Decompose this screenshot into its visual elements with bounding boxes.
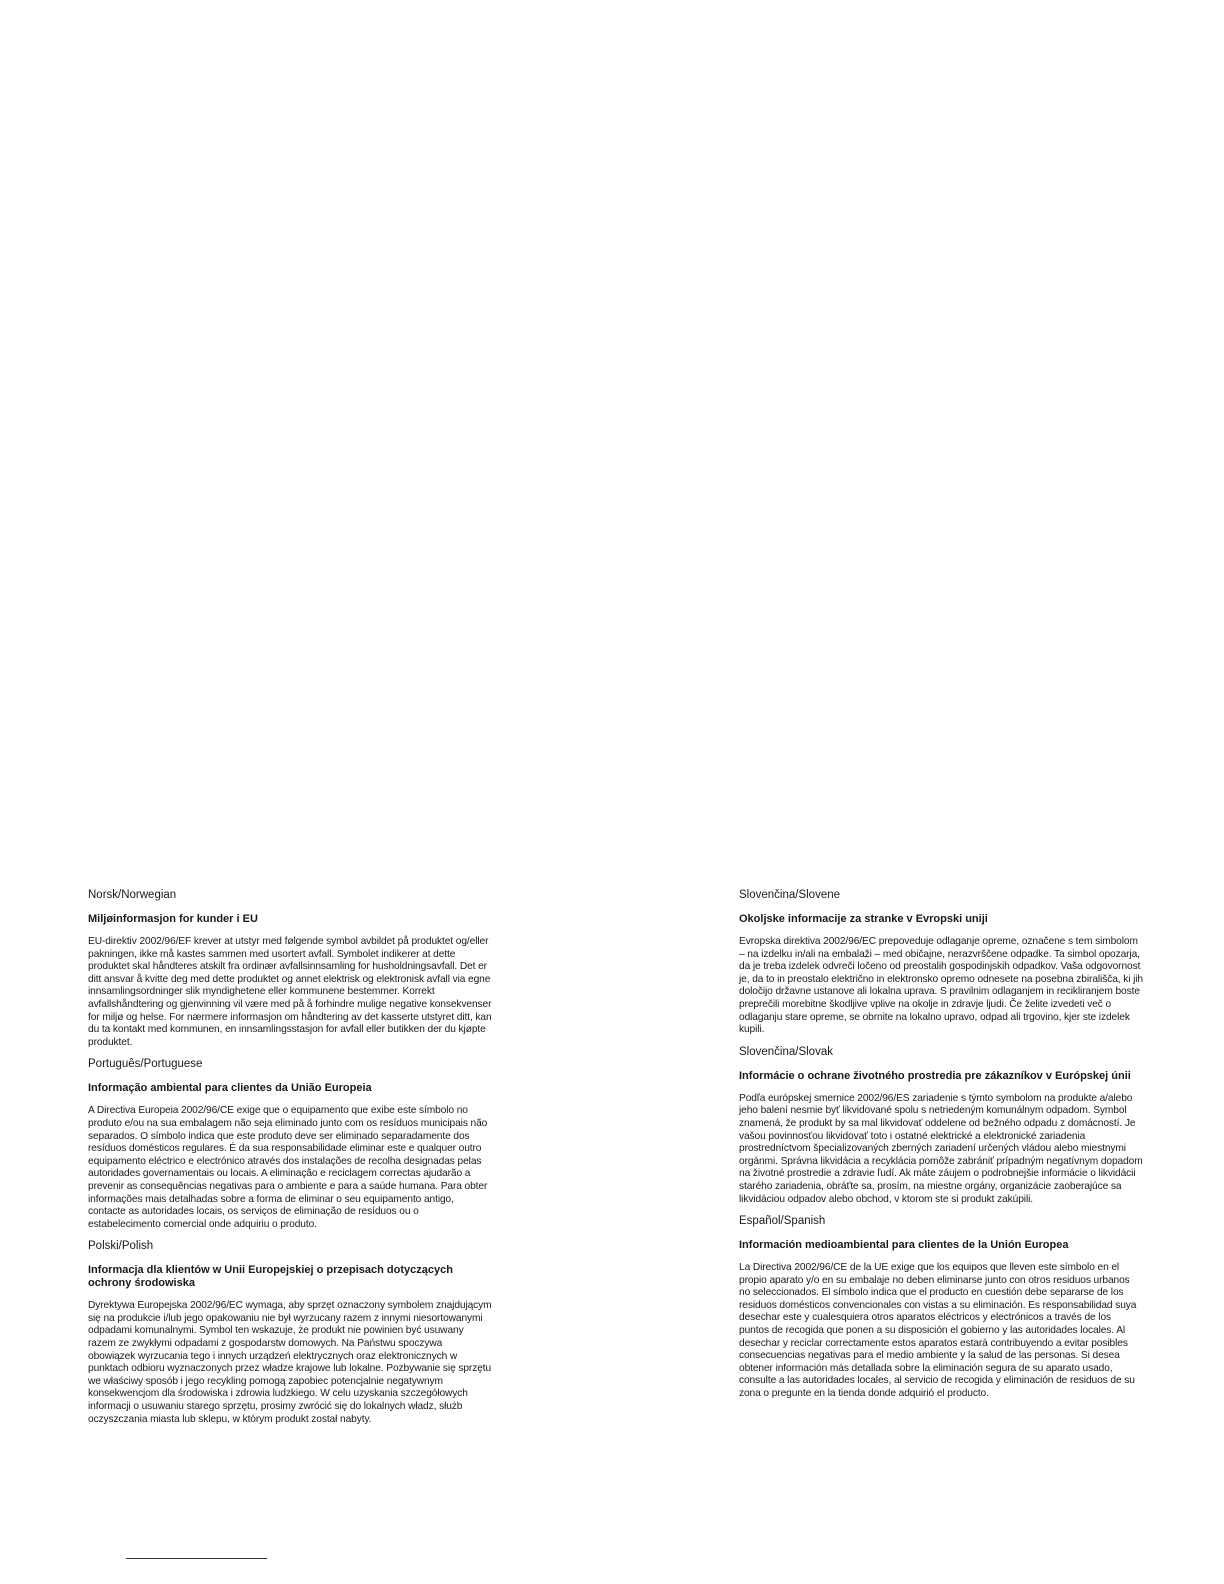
language-label: Português/Portuguese bbox=[88, 1058, 203, 1071]
section-polish bbox=[88, 1239, 492, 1426]
language-label: Español/Spanish bbox=[739, 1215, 826, 1228]
language-label: Slovenčina/Slovene bbox=[739, 889, 841, 901]
footnote-divider bbox=[126, 1558, 267, 1559]
section-heading: Miljøinformasjon for kunder i EU bbox=[88, 913, 258, 925]
right-column bbox=[739, 888, 1143, 1409]
section-slovak bbox=[739, 1045, 1143, 1206]
section-body: A Directiva Europeia 2002/96/CE exige que o equipamento que exibe este símbolo no produto e/ou na sua embalagem não seja eliminado junto com os resíduos municipais não separados. O símbolo indica que este produto deve ser eliminado separadamente dos resíduos domésticos regulares. É da sua responsabilidade eliminar este e qualquer outro equipamento eléctrico e electrónico através dos instalações de recolha designadas pelas autoridades governamentais ou locais. A eliminação e reciclagem correctas ajudarão a prevenir as consequências negativas para o ambiente e para a saúde humana. Para obter informações mais detalhadas sobre a forma de eliminar o seu equipamento antigo, contacte as autoridades locais, os serviços de eliminação de resíduos ou o estabelecimento comercial onde adquiriu o produto. bbox=[88, 1105, 488, 1230]
section-body: Dyrektywa Europejska 2002/96/EC wymaga, aby sprzęt oznaczony symbolem znajdującym się na produkcie i/lub jego opakowaniu nie był wyrzucany razem z innymi niesortowanymi odpadami komunalnymi. Symbol ten wskazuje, że produkt nie powinien być usuwany razem ze zwykłymi odpadami z gospodarstw domowych. Na Państwu spoczywa obowiązek wyrzucania tego i innych urządzeń elektrycznych oraz elektronicznych w punktach odbioru wyznaczonych przez władze krajowe lub lokalne. Pozbywanie się sprzętu we właściwy sposób i jego recykling pomogą zapobiec potencjalnie negatywnym konsekwencjom dla środowiska i zdrowia ludzkiego. W celu uzyskania szczegółowych informacji o usuwaniu starego sprzętu, prosimy zwrócić się do lokalnych władz, służb oczyszczania miasta lub sklepu, w którym produkt został nabyty. bbox=[88, 1300, 492, 1425]
section-body: La Directiva 2002/96/CE de la UE exige que los equipos que lleven este símbolo en el propio aparato y/o en su embalaje no deben eliminarse junto con otros residuos urbanos no seleccionados. El símbolo indica que el producto en cuestión debe separarse de los residuos domésticos convencionales con vistas a su eliminación. Es responsabilidad suya desechar este y cualesquiera otros aparatos eléctricos y electrónicos a través de los puntos de recogida que ponen a su disposición el gobierno y las autoridades locales. Al desechar y reciclar correctamente estos aparatos estará contribuyendo a evitar posibles consecuencias negativas para el medio ambiente y la salud de las personas. Si desea obtener información más detallada sobre la eliminación segura de su aparato usado, consulte a las autoridades locales, al servicio de recogida y eliminación de residuos de su zona o pregunte en la tienda donde adquirió el producto. bbox=[739, 1262, 1137, 1400]
section-norwegian bbox=[88, 888, 492, 1049]
section-body: Evropska direktiva 2002/96/EC prepoveduje odlaganje opreme, označene s tem simbolom – na izdelku in/ali na embalaži – med običajne, nerazvrščene odpadke. Ta simbol opozarja, da je treba izdelek odvreči ločeno od preostalih gospodinjskih odpadkov. Vaša odgovornost je, da to in preostalo električno in elektronsko opremo odnesete na posebna zbirališča, ki jih določijo državne ustanove ali lokalna uprava. S pravilnim odlaganjem in recikliranjem boste preprečili morebitne škodljive vplive na okolje in zdravje ljudi. Če želite izvedeti več o odlaganju stare opreme, se obrnite na lokalno upravo, odpad ali trgovino, kjer ste izdelek kupili. bbox=[739, 936, 1144, 1036]
section-heading: Informação ambiental para clientes da União Europeia bbox=[88, 1082, 372, 1095]
section-heading: Okoljske informacije za stranke v Evropski uniji bbox=[739, 913, 988, 925]
section-body: Podľa európskej smernice 2002/96/ES zariadenie s týmto symbolom na produkte a/alebo jeho balení nesmie byť likvidované spolu s netriedeným komunálnym odpadom. Symbol znamená, že produkt by sa mal likvidovať oddelene od bežného odpadu z domácností. Je vašou povinnosťou likvidovať toto i ostatné elektrické a elektronické zariadenia prostredníctvom špecializovaných zberných zariadení určených vládou alebo miestnymi orgánmi. Správna likvidácia a recyklácia pomôže zabrániť prípadným negatívnym dopadom na životné prostredie a zdravie ľudí. Ak máte záujem o podrobnejšie informácie o likvidácii starého zariadenia, obráťte sa, prosím, na miestne orgány, organizácie zaoberajúce sa likvidáciou odpadov alebo obchod, v ktorom ste si produkt zakúpili. bbox=[739, 1092, 1143, 1205]
language-label: Polski/Polish bbox=[88, 1240, 154, 1253]
section-heading: Información medioambiental para clientes de la Unión Europea bbox=[739, 1239, 1069, 1252]
section-heading: Informácie o ochrane životného prostredia pre zákazníkov v Európskej únii bbox=[739, 1069, 1131, 1082]
language-label: Norsk/Norwegian bbox=[88, 889, 177, 901]
section-portuguese bbox=[88, 1057, 492, 1231]
section-body: EU-direktiv 2002/96/EF krever at utstyr med følgende symbol avbildet på produktet og/eller pakningen, ikke må kastes sammen med usortert avfall. Symbolet indikerer at dette produktet skal håndteres atskilt fra ordinær avfallsinnsamling for husholdningsavfall. Det er ditt ansvar å kvitte deg med dette produktet og annet elektrisk og elektronisk avfall via egne innsamlingsordninger slik myndighetene eller kommunene bestemmer. Korrekt avfallshåndtering og gjenvinning vil være med på å forhindre mulige negative konsekvenser for miljø og helse. For nærmere informasjon om håndtering av det kasserte utstyret ditt, kan du ta kontakt med kommunen, en innsamlingsstasjon for avfall eller butikken der du kjøpte produktet. bbox=[88, 936, 492, 1048]
left-column bbox=[88, 888, 492, 1434]
section-slovene bbox=[739, 888, 1143, 1037]
section-spanish bbox=[739, 1214, 1143, 1401]
section-heading: Informacja dla klientów w Unii Europejskiej o przepisach dotyczących ochrony środowiska bbox=[88, 1264, 453, 1290]
language-label: Slovenčina/Slovak bbox=[739, 1045, 833, 1058]
